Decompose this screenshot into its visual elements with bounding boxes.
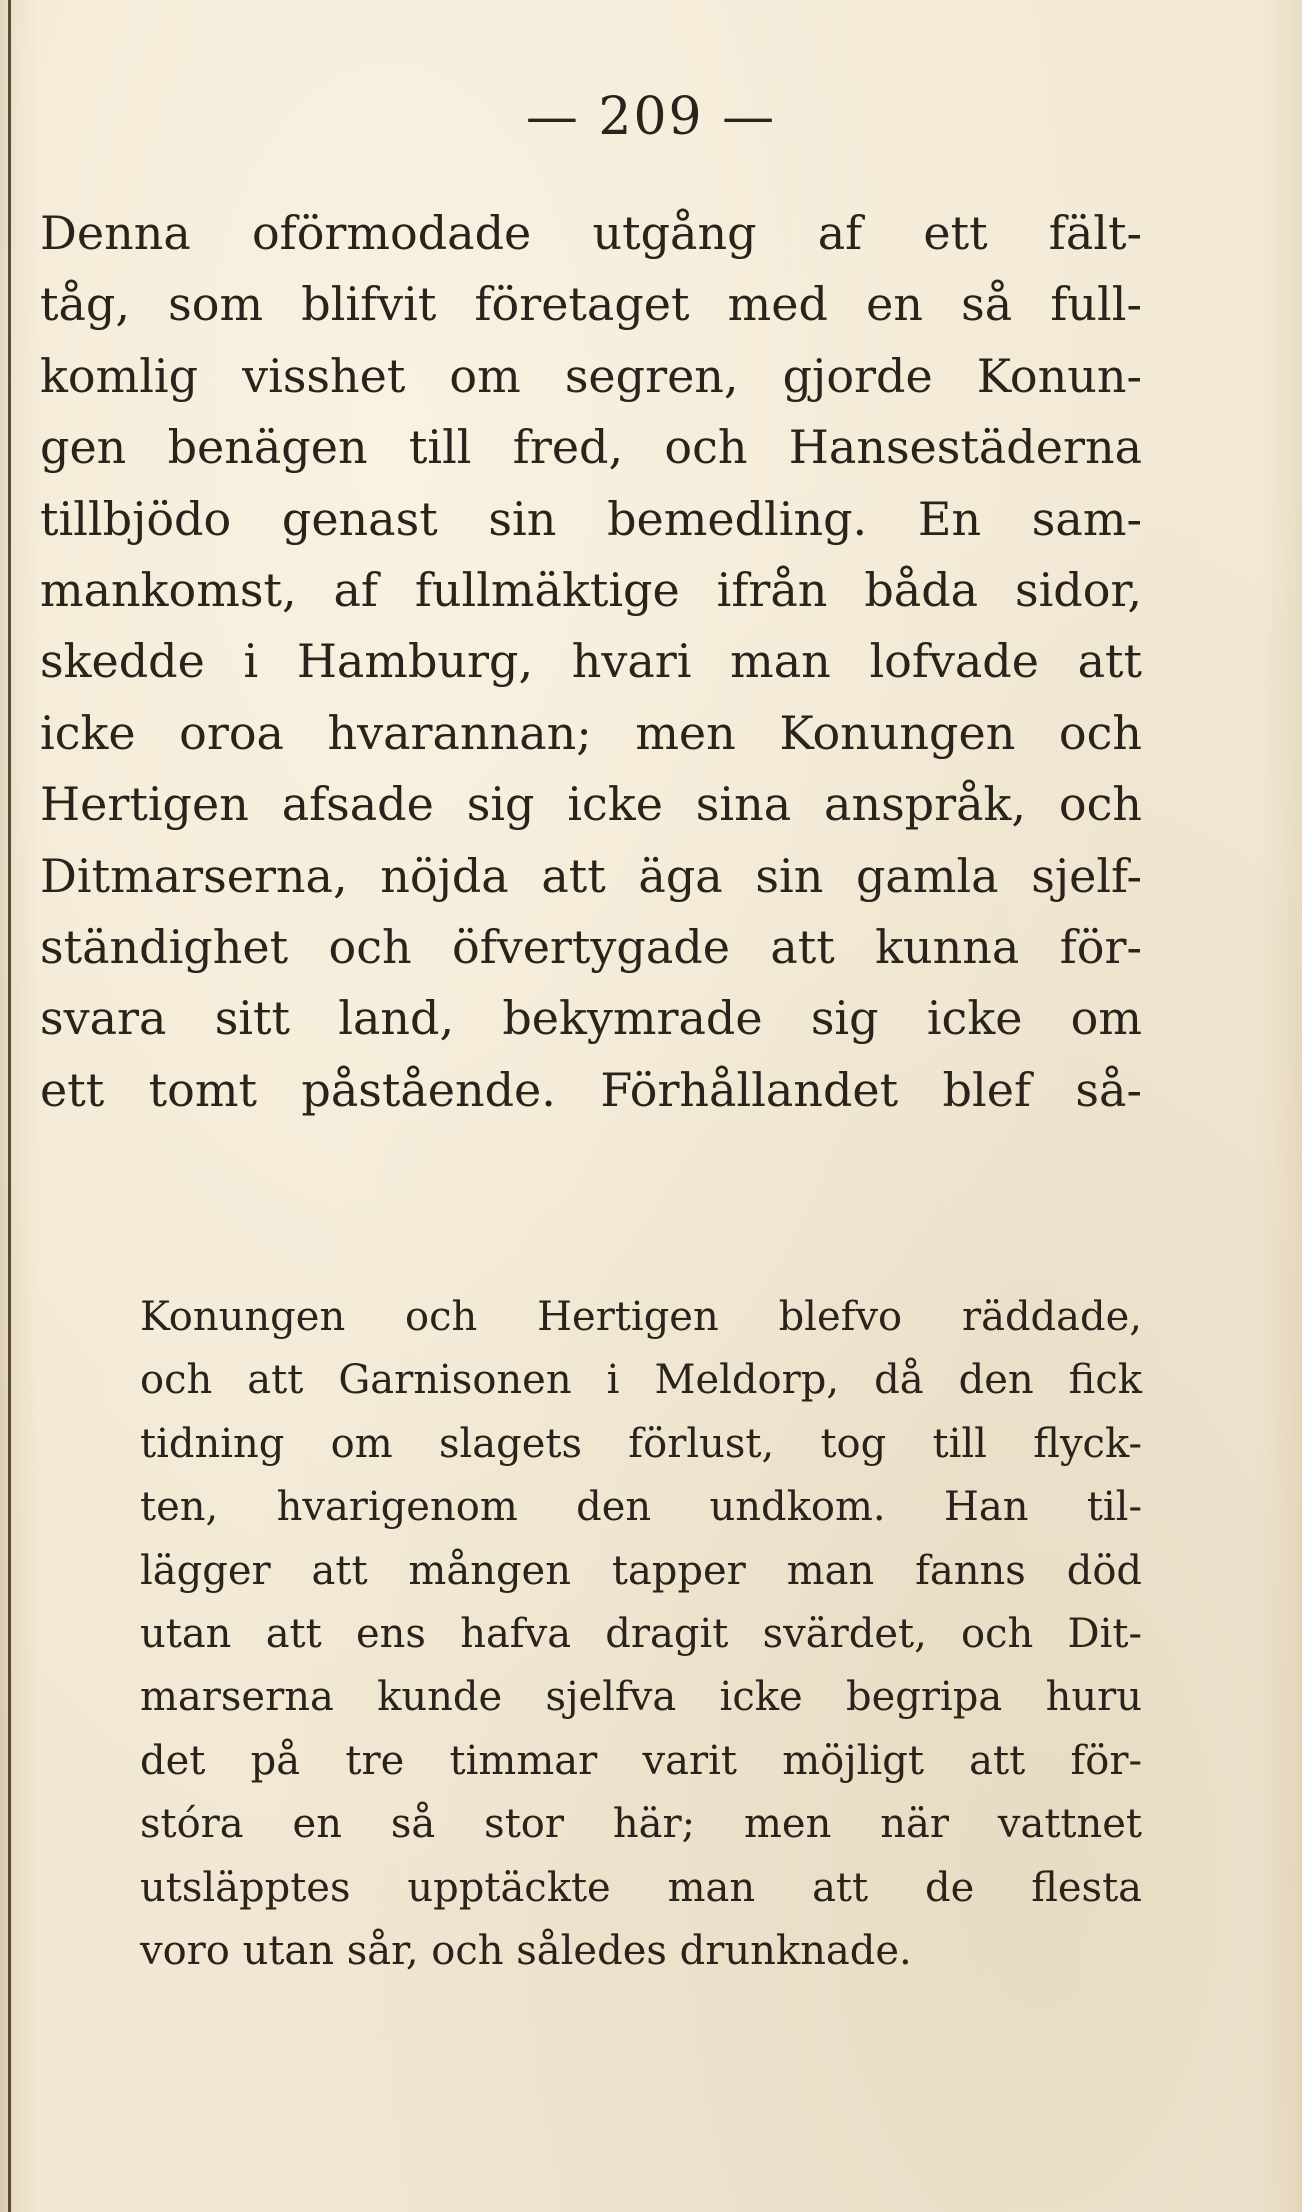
footnote-line: marserna kunde sjelfva icke begripa huru [140, 1674, 1142, 1721]
body-line: ett tomt påstående. Förhållandet blef så- [40, 1062, 1142, 1117]
body-line: mankomst, af fullmäktige ifrån båda sidor, [40, 563, 1142, 618]
body-line: tillbjödo genast sin bemedling. En sam- [40, 491, 1142, 546]
main-text-block [40, 198, 1142, 1126]
body-line: skedde i Hamburg, hvari man lofvade att [40, 634, 1142, 689]
footnote-line: lägger att mången tapper man fanns död [140, 1547, 1142, 1594]
footnote-line: utan att ens hafva dragit svärdet, och Dit- [140, 1611, 1142, 1658]
body-line: gen benägen till fred, och Hansestäderna [40, 420, 1142, 475]
body-line: Ditmarserna, nöjda att äga sin gamla sjelf- [40, 848, 1142, 903]
footnote-line: stóra en så stor här; men när vattnet [140, 1801, 1142, 1848]
body-line: svara sitt land, bekymrade sig icke om [40, 991, 1142, 1046]
page-edge-shadow [8, 0, 11, 2212]
body-line: Denna oförmodade utgång af ett fält- [40, 206, 1142, 260]
footnote-line: utsläpptes upptäckte man att de flesta [140, 1864, 1142, 1911]
footnote-line: Konungen och Hertigen blefvo räddade, [140, 1294, 1142, 1340]
body-line: tåg, som blifvit företaget med en så full- [40, 277, 1142, 332]
footnote-line: voro utan sår, och således drunknade. [140, 1928, 912, 1975]
page-number-header: — 209 — [525, 87, 777, 147]
footnote-line: och att Garnisonen i Meldorp, då den fick [140, 1357, 1142, 1404]
footnote-text-block [140, 1286, 1142, 1983]
body-line: komlig visshet om segren, gjorde Konun- [40, 348, 1142, 403]
footnote-line: det på tre timmar varit möjligt att för- [140, 1737, 1142, 1784]
footnote-line: tidning om slagets förlust, tog till flyck- [140, 1420, 1142, 1467]
body-line: ständighet och öfvertygade att kunna för- [40, 920, 1142, 975]
footnote-line: ten, hvarigenom den undkom. Han til- [140, 1484, 1142, 1531]
body-line: icke oroa hvarannan; men Konungen och [40, 705, 1142, 760]
body-line: Hertigen afsade sig icke sina anspråk, och [40, 777, 1142, 832]
